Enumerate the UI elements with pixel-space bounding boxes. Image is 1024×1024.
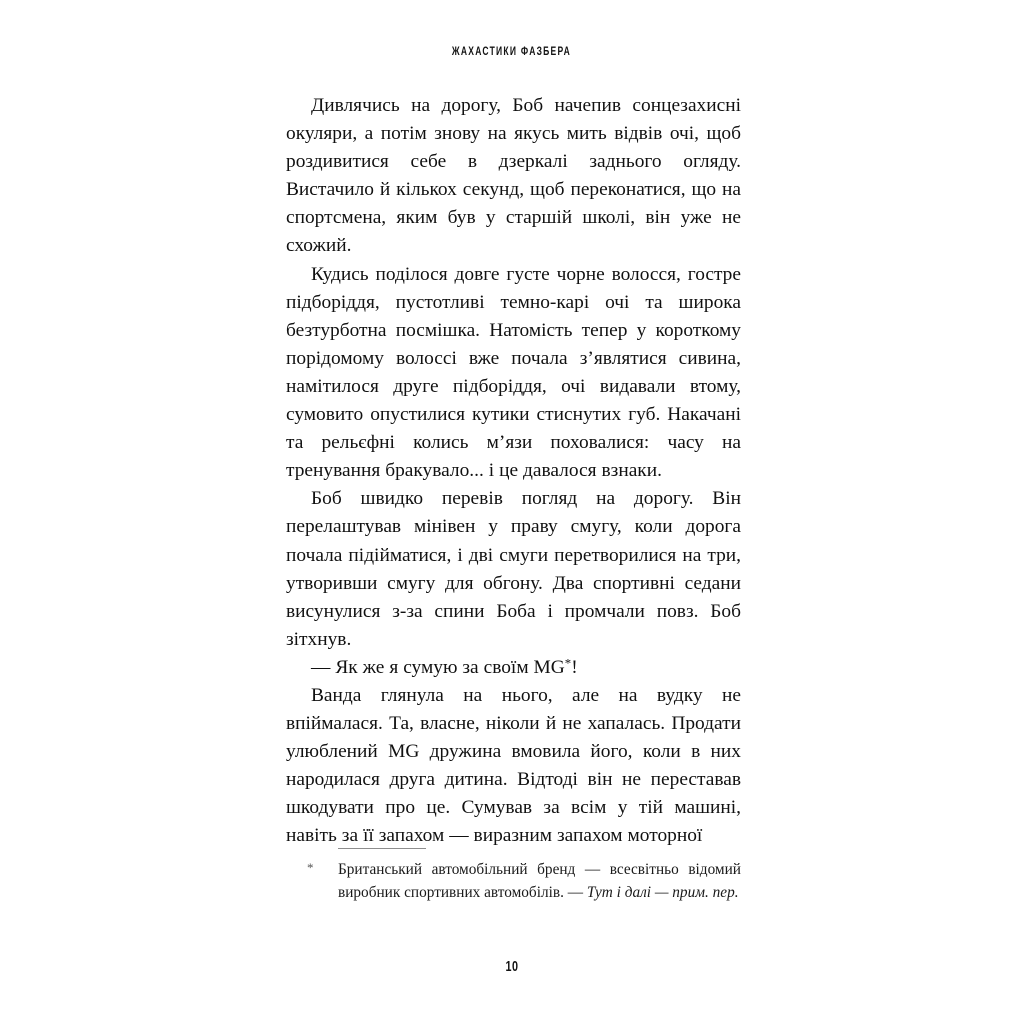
footnote-italic-text: Тут і далі — прим. пер. <box>586 883 739 901</box>
body-paragraph-3: Боб швидко перевів погляд на дорогу. Він перелаштував мінівен у праву смугу, коли дорога почала підійматися, і дві смуги перетворилися на три, утворивши смугу для обгону. Два спортивні седани висунулися з-за спини Боба і промчали повз. Боб зітхнув. <box>286 488 741 650</box>
dialogue-text: — Як же я сумую за своїм MG <box>311 656 565 678</box>
page-number: 10 <box>505 958 519 975</box>
running-head <box>0 42 1024 60</box>
footnote-item <box>286 859 741 904</box>
folio <box>0 958 1024 976</box>
body-text-block <box>286 92 741 851</box>
footnote-body <box>338 859 741 904</box>
dialogue-end-punctuation: ! <box>571 656 578 678</box>
footnote-plain-text: Британський автомобільний бренд — всесвітньо відомий виробник спортивних автомобілів. — <box>338 861 741 901</box>
footnote-separator-rule <box>338 848 426 849</box>
footnote-marker: * <box>307 860 314 875</box>
dialogue-line <box>286 654 741 682</box>
running-head-title: ЖАХАСТИКИ ФАЗБЕРА <box>452 46 572 58</box>
body-paragraph-4: Ванда глянула на нього, але на вудку не впіймалася. Та, власне, ніколи й не хапалась. Продати улюблений MG дружина вмовила його, коли в них народилася друга дитина. Відтоді він не переставав шкодувати про це. Сумував за всім у тій машині, навіть за її запахом — виразним запахом моторної <box>286 684 741 847</box>
footnote-area <box>286 848 741 904</box>
footnote-reference-marker: * <box>564 656 572 671</box>
body-paragraph-1: Дивлячись на дорогу, Боб начепив сонцезахисні окуляри, а потім знову на якусь мить відвів очі, щоб роздивитися себе в дзеркалі заднього огляду. Вистачило й кількох секунд, щоб переконатися, що на спортсмена, яким був у старшій школі, він уже не схожий. <box>286 95 741 257</box>
body-paragraph-2: Кудись поділося довге густе чорне волосся, гостре підборіддя, пустотливі темно-карі очі та широка безтурботна посмішка. Натомість тепер у короткому порідомому волоссі вже почала з’являтися сивина, намітилося друге підборіддя, очі видавали втому, сумовито опустилися кутики стиснутих губ. Накачані та рельєфні колись м’язи поховалися: часу на тренування бракувало... і це давалося взнаки. <box>286 263 741 482</box>
